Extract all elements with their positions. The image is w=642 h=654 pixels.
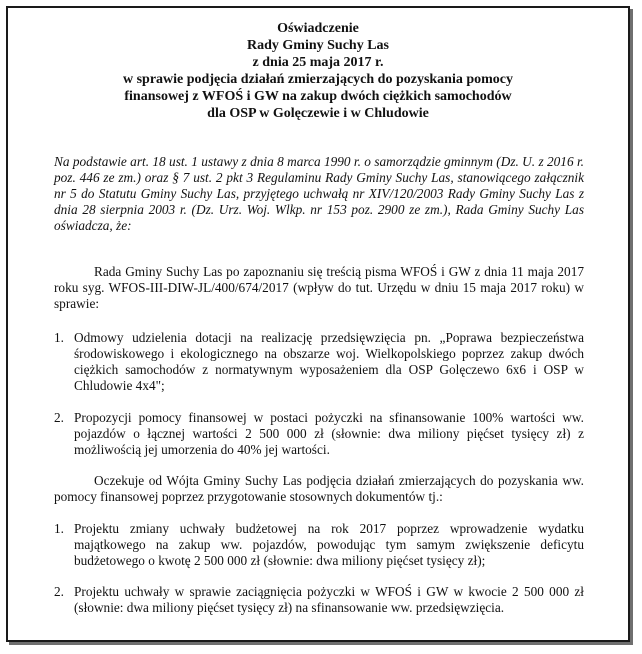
expectation-paragraph: Oczekuje od Wójta Gminy Suchy Las podjęcia działań zmierzających do pozyskania ww. pomocy finansowej poprzez przygotowanie stosownych dokumentów tj.: (54, 473, 584, 504)
title-line: Oświadczenie (277, 21, 359, 36)
list-text: Odmowy udzielenia dotacji na realizację przedsięwzięcia pn. „Poprawa bezpieczeństwa środowiskowego i ekologicznego na obszarze woj. Wielkopolskiego poprzez zakup dwóch ciężkich samochodów z normatywnym wyposażeniem dla OSP Golęczewo 6x6 i OSP w Chludowie 4x4"; (74, 330, 584, 393)
list-text: Projektu zmiany uchwały budżetowej na rok 2017 poprzez wprowadzenie wydatku majątkowego na zakup ww. pojazdów, powodując tym samym zwiększenie deficytu budżetowego o kwotę 2 500 000 zł (słownie: dwa miliony pięćset tysięcy zł); (74, 521, 584, 568)
title-line: finansowej z WFOŚ i GW na zakup dwóch ciężkich samochodów (124, 89, 512, 104)
title-line: Rady Gminy Suchy Las (247, 38, 389, 53)
document-title (8, 20, 628, 122)
list-number: 1. (54, 521, 64, 536)
list-number: 2. (54, 410, 64, 425)
list-item (54, 584, 584, 616)
list-item (54, 521, 584, 569)
title-line: dla OSP w Golęczewie i w Chludowie (207, 106, 429, 121)
list-number: 1. (54, 330, 64, 345)
title-line: z dnia 25 maja 2017 r. (252, 55, 384, 70)
list-text: Propozycji pomocy finansowej w postaci pożyczki na sfinansowanie 100% wartości ww. pojazdów o łącznej wartości 2 500 000 zł (słownie: dwa miliony pięćset tysięcy zł) z możliwością jej umorzenia do 40% jej wartości. (74, 410, 584, 457)
intro-paragraph: Rada Gminy Suchy Las po zapoznaniu się treścią pisma WFOŚ i GW z dnia 11 maja 2017 roku syg. WFOS-III-DIW-JL/400/674/2017 (wpływ do tut. Urzędu w dniu 15 maja 2017 roku) w sprawie: (54, 264, 584, 311)
title-line: w sprawie podjęcia działań zmierzających do pozyskania pomocy (122, 72, 514, 87)
legal-basis-paragraph: Na podstawie art. 18 ust. 1 ustawy z dnia 8 marca 1990 r. o samorządzie gminnym (Dz. U. z 2016 r. poz. 446 ze zm.) oraz § 7 ust. 2 pkt 3 Regulaminu Rady Gminy Suchy Las, stanowiącego załącznik nr 5 do Statutu Gminy Suchy Las, przyjętego uchwałą nr XIV/120/2003 Rady Gminy Suchy Las z dnia 28 sierpnia 2003 r. (Dz. Urz. Woj. Wlkp. nr 153 poz. 2900 ze zm.), Rada Gminy Suchy Las oświadcza, że: (54, 154, 584, 233)
list-item (54, 330, 584, 394)
list-text: Projektu uchwały w sprawie zaciągnięcia pożyczki w WFOŚ i GW w kwocie 2 500 000 zł (słownie: dwa miliony pięćset tysięcy zł) na sfinansowanie ww. przedsięwzięcia. (74, 584, 584, 615)
list-number: 2. (54, 584, 64, 599)
document-page (6, 6, 630, 642)
list-item (54, 410, 584, 458)
